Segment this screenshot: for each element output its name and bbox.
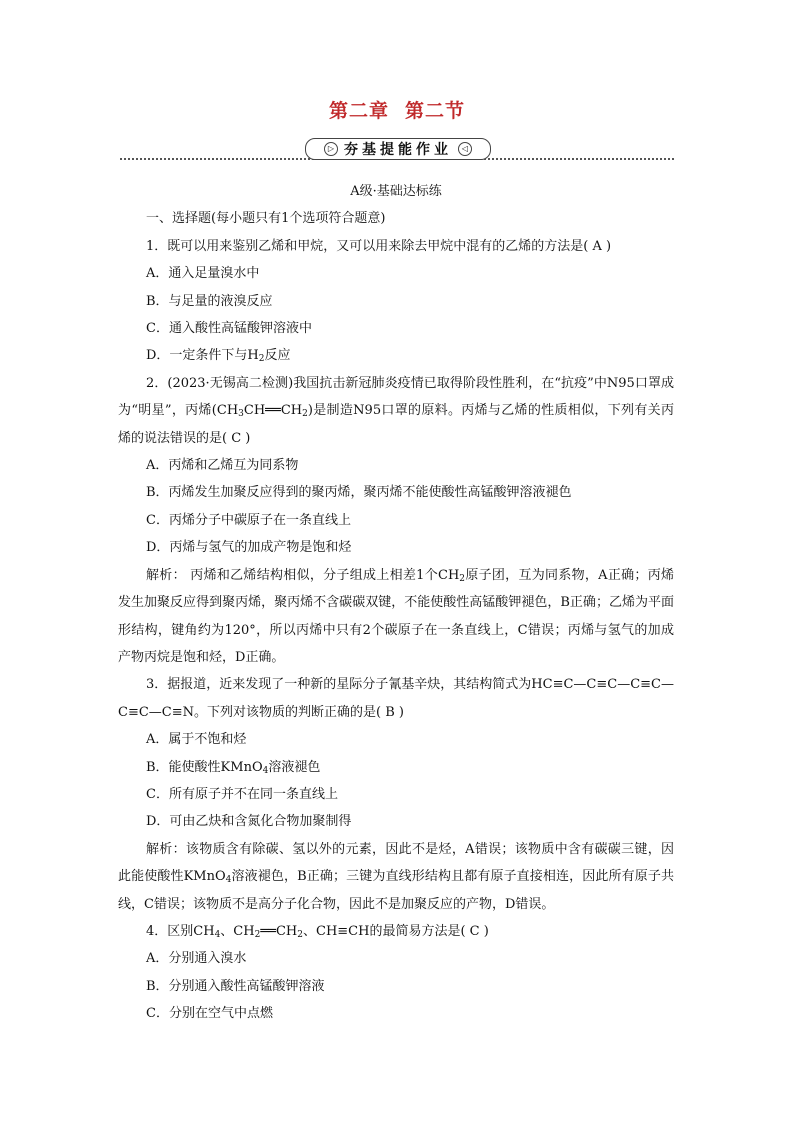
question-2-option-b: B．丙烯发生加聚反应得到的聚丙烯，聚丙烯不能使酸性高锰酸钾溶液褪色 xyxy=(146,485,572,501)
question-4-option-b: B．分别通入酸性高锰酸钾溶液 xyxy=(146,978,325,994)
q1-d-text: D．一定条件下与H xyxy=(146,348,259,364)
q2-expl-sub: 2 xyxy=(459,573,466,584)
banner-label xyxy=(305,138,491,160)
q2-stem-sub: 2 xyxy=(302,409,308,420)
chapter-title: 第二章 xyxy=(328,100,389,122)
document-body xyxy=(118,178,674,1028)
q2-stem-part: CH══CH xyxy=(243,403,303,419)
section-heading: 一、选择题(每小题只有1个选项符合题意) xyxy=(146,211,386,227)
q3-b-text: B．能使酸性KMnO xyxy=(146,759,263,775)
q3-expl-part: 解析：该物质含有除碳、氢以外的元素，因此不是烃，A错误；该物质中含有碳碳三键，因此能使酸性KMnO xyxy=(118,841,674,885)
question-1-option-d xyxy=(118,342,674,369)
question-2-option-c: C．丙烯分子中碳原子在一条直线上 xyxy=(146,512,351,528)
play-right-icon: ▷ xyxy=(324,142,338,156)
question-4-option-a: A．分别通入溴水 xyxy=(146,951,247,967)
question-1-stem: 1．既可以用来鉴别乙烯和甲烷，又可以用来除去甲烷中混有的乙烯的方法是( A ) xyxy=(146,238,612,254)
q2-stem-part: )是制造N95口罩的原料。丙烯与乙烯的性质相似，下列有关丙烯的说法错误的是( C ) xyxy=(118,403,674,446)
question-3-option-b xyxy=(118,754,674,781)
q3-expl-sub: 4 xyxy=(225,875,232,886)
q3-b-sub: 4 xyxy=(262,765,269,776)
question-3-option-c: C．所有原子并不在同一条直线上 xyxy=(146,786,338,802)
q1-d-sub: 2 xyxy=(258,354,265,365)
q4-stem-sub: 4 xyxy=(214,929,221,940)
question-1-option-a: A．通入足量溴水中 xyxy=(146,266,260,282)
page-title xyxy=(0,96,794,123)
banner-text: 夯基提能作业 xyxy=(344,142,452,158)
q2-stem-part: 2．(2023·无锡高二检测)我国抗击新冠肺炎疫情已取得阶段性胜利，在“抗疫”中N95口罩成为“明星”，丙烯(CH xyxy=(118,375,674,419)
q4-stem-part: 、CH≡CH的最简易方法是( C ) xyxy=(303,923,489,939)
question-4-option-c: C．分别在空气中点燃 xyxy=(146,1006,273,1022)
question-3-explanation xyxy=(118,836,674,918)
question-2-option-d: D．丙烯与氢气的加成产物是饱和烃 xyxy=(146,540,352,556)
q4-stem-part: 4．区别CH xyxy=(146,923,215,939)
level-heading: A级·基础达标练 xyxy=(350,184,442,199)
q1-d-text-end: 反应 xyxy=(264,348,291,364)
section-title: 第二节 xyxy=(405,100,466,122)
question-4-stem xyxy=(118,918,674,945)
q2-expl-part: 解析： 丙烯和乙烯结构相似，分子组成上相差1个CH xyxy=(146,567,460,583)
question-1-option-c: C．通入酸性高锰酸钾溶液中 xyxy=(146,321,312,337)
q4-stem-sub: 2 xyxy=(297,929,303,940)
play-left-icon: ◁ xyxy=(458,142,472,156)
q3-b-text-end: 溶液褪色 xyxy=(268,759,321,775)
question-3-stem: 3．据报道，近来发现了一种新的星际分子氰基辛炔，其结构简式为HC≡C—C≡C—C≡C—C≡C—C≡N。下列对该物质的判断正确的是( B ) xyxy=(118,677,674,720)
question-3-option-a: A．属于不饱和烃 xyxy=(146,732,247,748)
q3-expl-part: 溶液褪色，B正确；三键为直线形结构且都有原子直接相连，因此所有原子共线，C错误；该物质不是高分子化合物，因此不是加聚反应的产物，D错误。 xyxy=(118,869,674,912)
q2-stem-sub: 3 xyxy=(238,409,244,420)
homework-banner xyxy=(120,136,674,164)
q2-expl-part: 原子团，互为同系物，A正确；丙烯发生加聚反应得到聚丙烯，聚丙烯不含碳碳双键，不能使酸性高锰酸钾褪色，B正确；乙烯为平面形结构，键角约为120°，所以丙烯中只有2个碳原子在一条直线上，C错误；丙烯与氢气的加成产物丙烷是饱和烃，D正确。 xyxy=(118,567,675,665)
question-2-stem xyxy=(118,370,674,452)
question-3-option-d: D．可由乙炔和含氮化合物加聚制得 xyxy=(146,814,352,830)
q4-stem-part: 、CH xyxy=(220,923,255,939)
question-2-option-a: A．丙烯和乙烯互为同系物 xyxy=(146,458,299,474)
question-2-explanation xyxy=(118,562,674,672)
q4-stem-sub: 2 xyxy=(254,929,261,940)
q4-stem-part: ══CH xyxy=(260,923,298,939)
question-1-option-b: B．与足量的液溴反应 xyxy=(146,293,273,309)
